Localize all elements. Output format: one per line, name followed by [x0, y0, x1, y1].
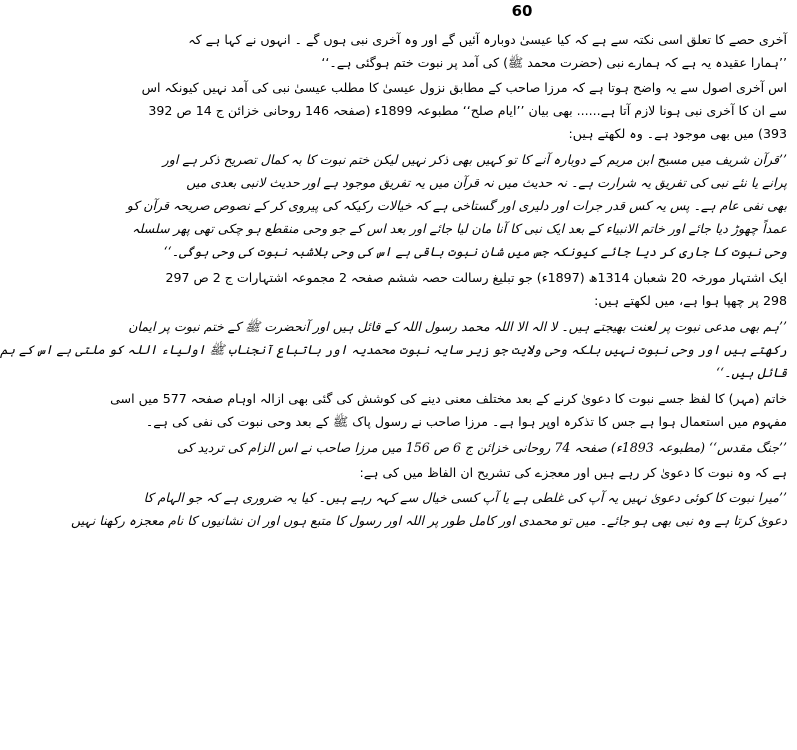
quotation-3 — [177, 436, 787, 459]
document-body — [0, 28, 787, 534]
quote-line: پرانے یا نئے نبی کی تفریق یہ شرارت ہے۔ نہ حدیث میں نہ قرآن میں یہ تفریق موجود ہے اور حدیث لانبی بعدی میں — [186, 175, 787, 190]
text-line: مفہوم میں استعمال ہوا ہے جس کا تذکرہ اوپر ہوا ہے۔ مرزا صاحب نے رسول پاک ﷺ کے بعد وحی نبوت کی نفی کی ہے۔ — [145, 414, 787, 429]
quote-line: وحی نبوت کا جاری کر دیا جائے کیونکہ جس میں شان نبوت باقی ہے اس کی وحی بلاشبہ نبوت کی وحی ہوگی۔‘‘ — [163, 244, 787, 259]
text-line: خاتم (مہر) کا لفظ جسے نبوت کا دعویٰ کرنے کے بعد مختلف معنی دینے کی کوشش کی گئی بھی ازالہ اوہام صفحہ 577 میں اسی — [110, 391, 787, 406]
quote-line: قائل ہیں۔‘‘ — [715, 365, 787, 380]
quote-line: دعویٰ کرتا ہے وہ نبی بھی ہو جائے۔ میں تو محمدی اور کامل طور پر اللہ اور رسول کا متبع ہوں اور ان نشانیوں کا نام معجزہ رکھنا نہیں — [70, 513, 787, 528]
text-line: ہے کہ وہ نبوت کا دعویٰ کر رہے ہیں اور معجزے کی تشریح ان الفاظ میں کی ہے: — [359, 465, 787, 480]
page-number: 60 — [511, 2, 533, 20]
quotation-2 — [0, 315, 787, 384]
text-line: آخری حصے کا تعلق اسی نکتہ سے ہے کہ کیا عیسیٰ دوبارہ آئیں گے اور وہ آخری نبی ہوں گے ۔ انہوں نے کہا ہے کہ — [188, 32, 787, 47]
quote-line: بھی نفی عام ہے۔ پس یہ کس قدر جرات اور دلیری اور گستاخی ہے کہ خیالات رکیکہ کی پیروی کر کے نصوص صریحہ قرآن کو — [126, 198, 787, 213]
text-line: سے ان کا آخری نبی ہونا لازم آتا ہے...... بھی بیان ’’ایام صلح‘‘ مطبوعہ 1899ء (صفحہ 146 روحانی خزائن ج 14 ص 392 — [148, 103, 787, 118]
quote-line: ’’ہم بھی مدعی نبوت پر لعنت بھیجتے ہیں۔ لا الہ الا اللہ محمد رسول اللہ کے قائل ہیں اور آنحضرت ﷺ کے ختم نبوت پر ایمان — [128, 319, 787, 334]
quote-line: ’’قرآن شریف میں مسیح ابن مریم کے دوبارہ آنے کا تو کہیں بھی ذکر نہیں لیکن ختم نبوت کا بہ کمال تصریح ذکر ہے اور — [162, 152, 787, 167]
text-line: اس آخری اصول سے یہ واضح ہوتا ہے کہ مرزا صاحب کے مطابق نزول عیسیٰ کا مطلب عیسیٰ نبی کی آمد نہیں کیونکہ اس — [141, 80, 787, 95]
paragraph-4 — [110, 387, 787, 433]
paragraph-5 — [257, 461, 787, 484]
quote-line: عمداً چھوڑ دیا جائے اور خاتم الانبیاء کے بعد ایک نبی کا آنا مان لیا جائے اور بعد اس کے جو وحی منقطع ہو چکی تھی پھر سلسلہ — [132, 221, 787, 236]
quote-line: ’’میرا نبوت کا کوئی دعویٰ نہیں یہ آپ کی غلطی ہے یا آپ کسی خیال سے کہہ رہے ہیں۔ کیا یہ ضروری ہے کہ جو الہام کا — [143, 490, 787, 505]
paragraph-3 — [165, 266, 787, 312]
quote-line: رکھتے ہیں اور وحی نبوت نہیں بلکہ وحی ولایت جو زیر سایہ نبوت محمدیہ اور باتباع آنجناب ﷺ اولیاء اللہ کو ملتی ہے اس کے ہم — [0, 342, 787, 357]
quote-line: ’’جنگ مقدس‘‘ (مطبوعہ 1893ء) صفحہ 74 روحانی خزائن ج 6 ص 156 میں مرزا صاحب نے اس الزام کی تردید کی — [177, 440, 787, 455]
quotation-4 — [70, 486, 787, 532]
text-line: 298 پر چھپا ہوا ہے، میں لکھتے ہیں: — [594, 293, 787, 308]
quotation-1 — [126, 148, 787, 263]
text-line: ’’ہمارا عقیدہ یہ ہے کہ ہمارے نبی (حضرت محمد ﷺ) کی آمد پر نبوت ختم ہوگئی ہے۔‘‘ — [321, 55, 787, 70]
paragraph-2 — [141, 76, 787, 145]
text-line: ایک اشتہار مورخہ 20 شعبان 1314ھ (1897ء) جو تبلیغ رسالت حصہ ششم صفحہ 2 مجموعہ اشتہارات ج 2 ص 297 — [165, 270, 787, 285]
text-line: 393) میں بھی موجود ہے۔ وہ لکھتے ہیں: — [568, 126, 787, 141]
paragraph-1 — [188, 28, 787, 74]
